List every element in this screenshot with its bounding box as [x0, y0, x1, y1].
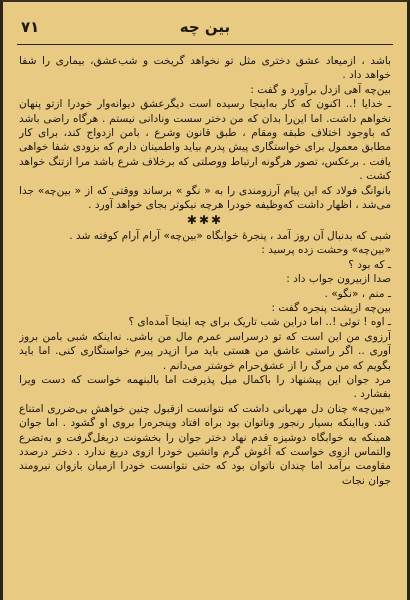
running-title: بین چه — [179, 18, 231, 36]
paragraph: صدا ازبیرون جواب داد : — [286, 273, 391, 286]
paragraph: شبی که بدنبال آن روز آمد ، پنجرهٔ خوابگاه «بین‌چه» آرام آرام کوفته شد . — [69, 229, 391, 242]
paragraph: ـ که بود ؟ — [348, 258, 391, 271]
paragraph: بانوانگ فولاد که این پیام آرزومندی را به « نگو » برساند ووقتی که از « بین‌چه» جدا می‌شد ، اظهار داشت که‌وظیفه خودرا هرچه نیکوتر بجای خواهد آورد . — [19, 184, 391, 212]
paragraph: ـ منم ، «نگو» . — [324, 287, 391, 300]
paragraph: بین‌چه آهی ازدل برآورد و گفت : — [250, 83, 391, 96]
paragraph: بین‌چه ازپشت پنجره گفت : — [271, 301, 391, 314]
body-text — [19, 54, 391, 594]
paragraph: ـ اوه ! توئی !.. اما دراین شب تاریک برای چه اینجا آمده‌ای ؟ — [128, 316, 391, 329]
paragraph: ـ خدایا !.. اکنون که کار به‌اینجا رسیده است دیگرعشق دیوانه‌وار خودرا ازتو پنهان نخواهم داشت. اما این‌را بدان که من دختر سست ونادانی نیستم . هرگاه راضی باشد که باوجود اختلاف طبقه ومقام ، طبق قانون وشرع ، بامن ازدواج کند، برای کار مطابق معمول برای خواستگاری پیش پدرم بیاید واطمینان دارم که بزودی شفا خواهی یافت . برعکس، تصور هرگونه ارتباط ووصلتی که برخلاف شرع باشد مرا ازتنگ خواهد کشت . — [19, 98, 391, 183]
paragraph: مرد جوان این پیشنهاد را باکمال میل پذیرفت اما بالبنهمه خواست که دست ویرا بفشارد . — [19, 373, 391, 401]
paragraph: «بین‌چه» وحشت زده پرسید : — [261, 244, 391, 257]
page-number: ۷۱ — [21, 18, 40, 36]
paragraph: باشد ، ازمیعاد عشق دختری مثل تو نخواهد گریخت و شب‌عشق، بیماری را شفا خواهد داد . — [19, 55, 391, 82]
paragraph: «بین‌چه» چنان دل مهربانی داشت که نتوانست ازقبول چنین خواهش بی‌ضرری امتناع کند. وبااینکه بسیار رنجور وناتوان بود براه افتاد وپنجره‌را بروی او گشود . اما جوان همینکه به خوابگاه دوشیزه قدم نهاد دختر جوان را بخشونت دربغل‌گرفت و به‌تضرع والتماس ازوی خواست که آغوش گرم واتشین خودرا ازوی دریغ ندارد . دختر درصدد مقاومت برآمد اما چندان ناتوان بود که حتی نتوانست خودرا ازمیان بازوان نیرومند جوان نجات — [19, 402, 391, 487]
page-header — [17, 16, 393, 45]
paragraph: آرزوی من این است که تو درسراسر عمرم مال من باشی. نه‌اینکه شبی بامن بروز آوری .. اگر راستی عاشق من هستی باید مرا ازپدر پیرم خواستگاری کنی. اما باید بگویم که من مرگ را از عشق‌حرام خوشتر می‌دانم . — [19, 330, 391, 372]
section-ornament: ✱✱✱ — [186, 213, 224, 228]
